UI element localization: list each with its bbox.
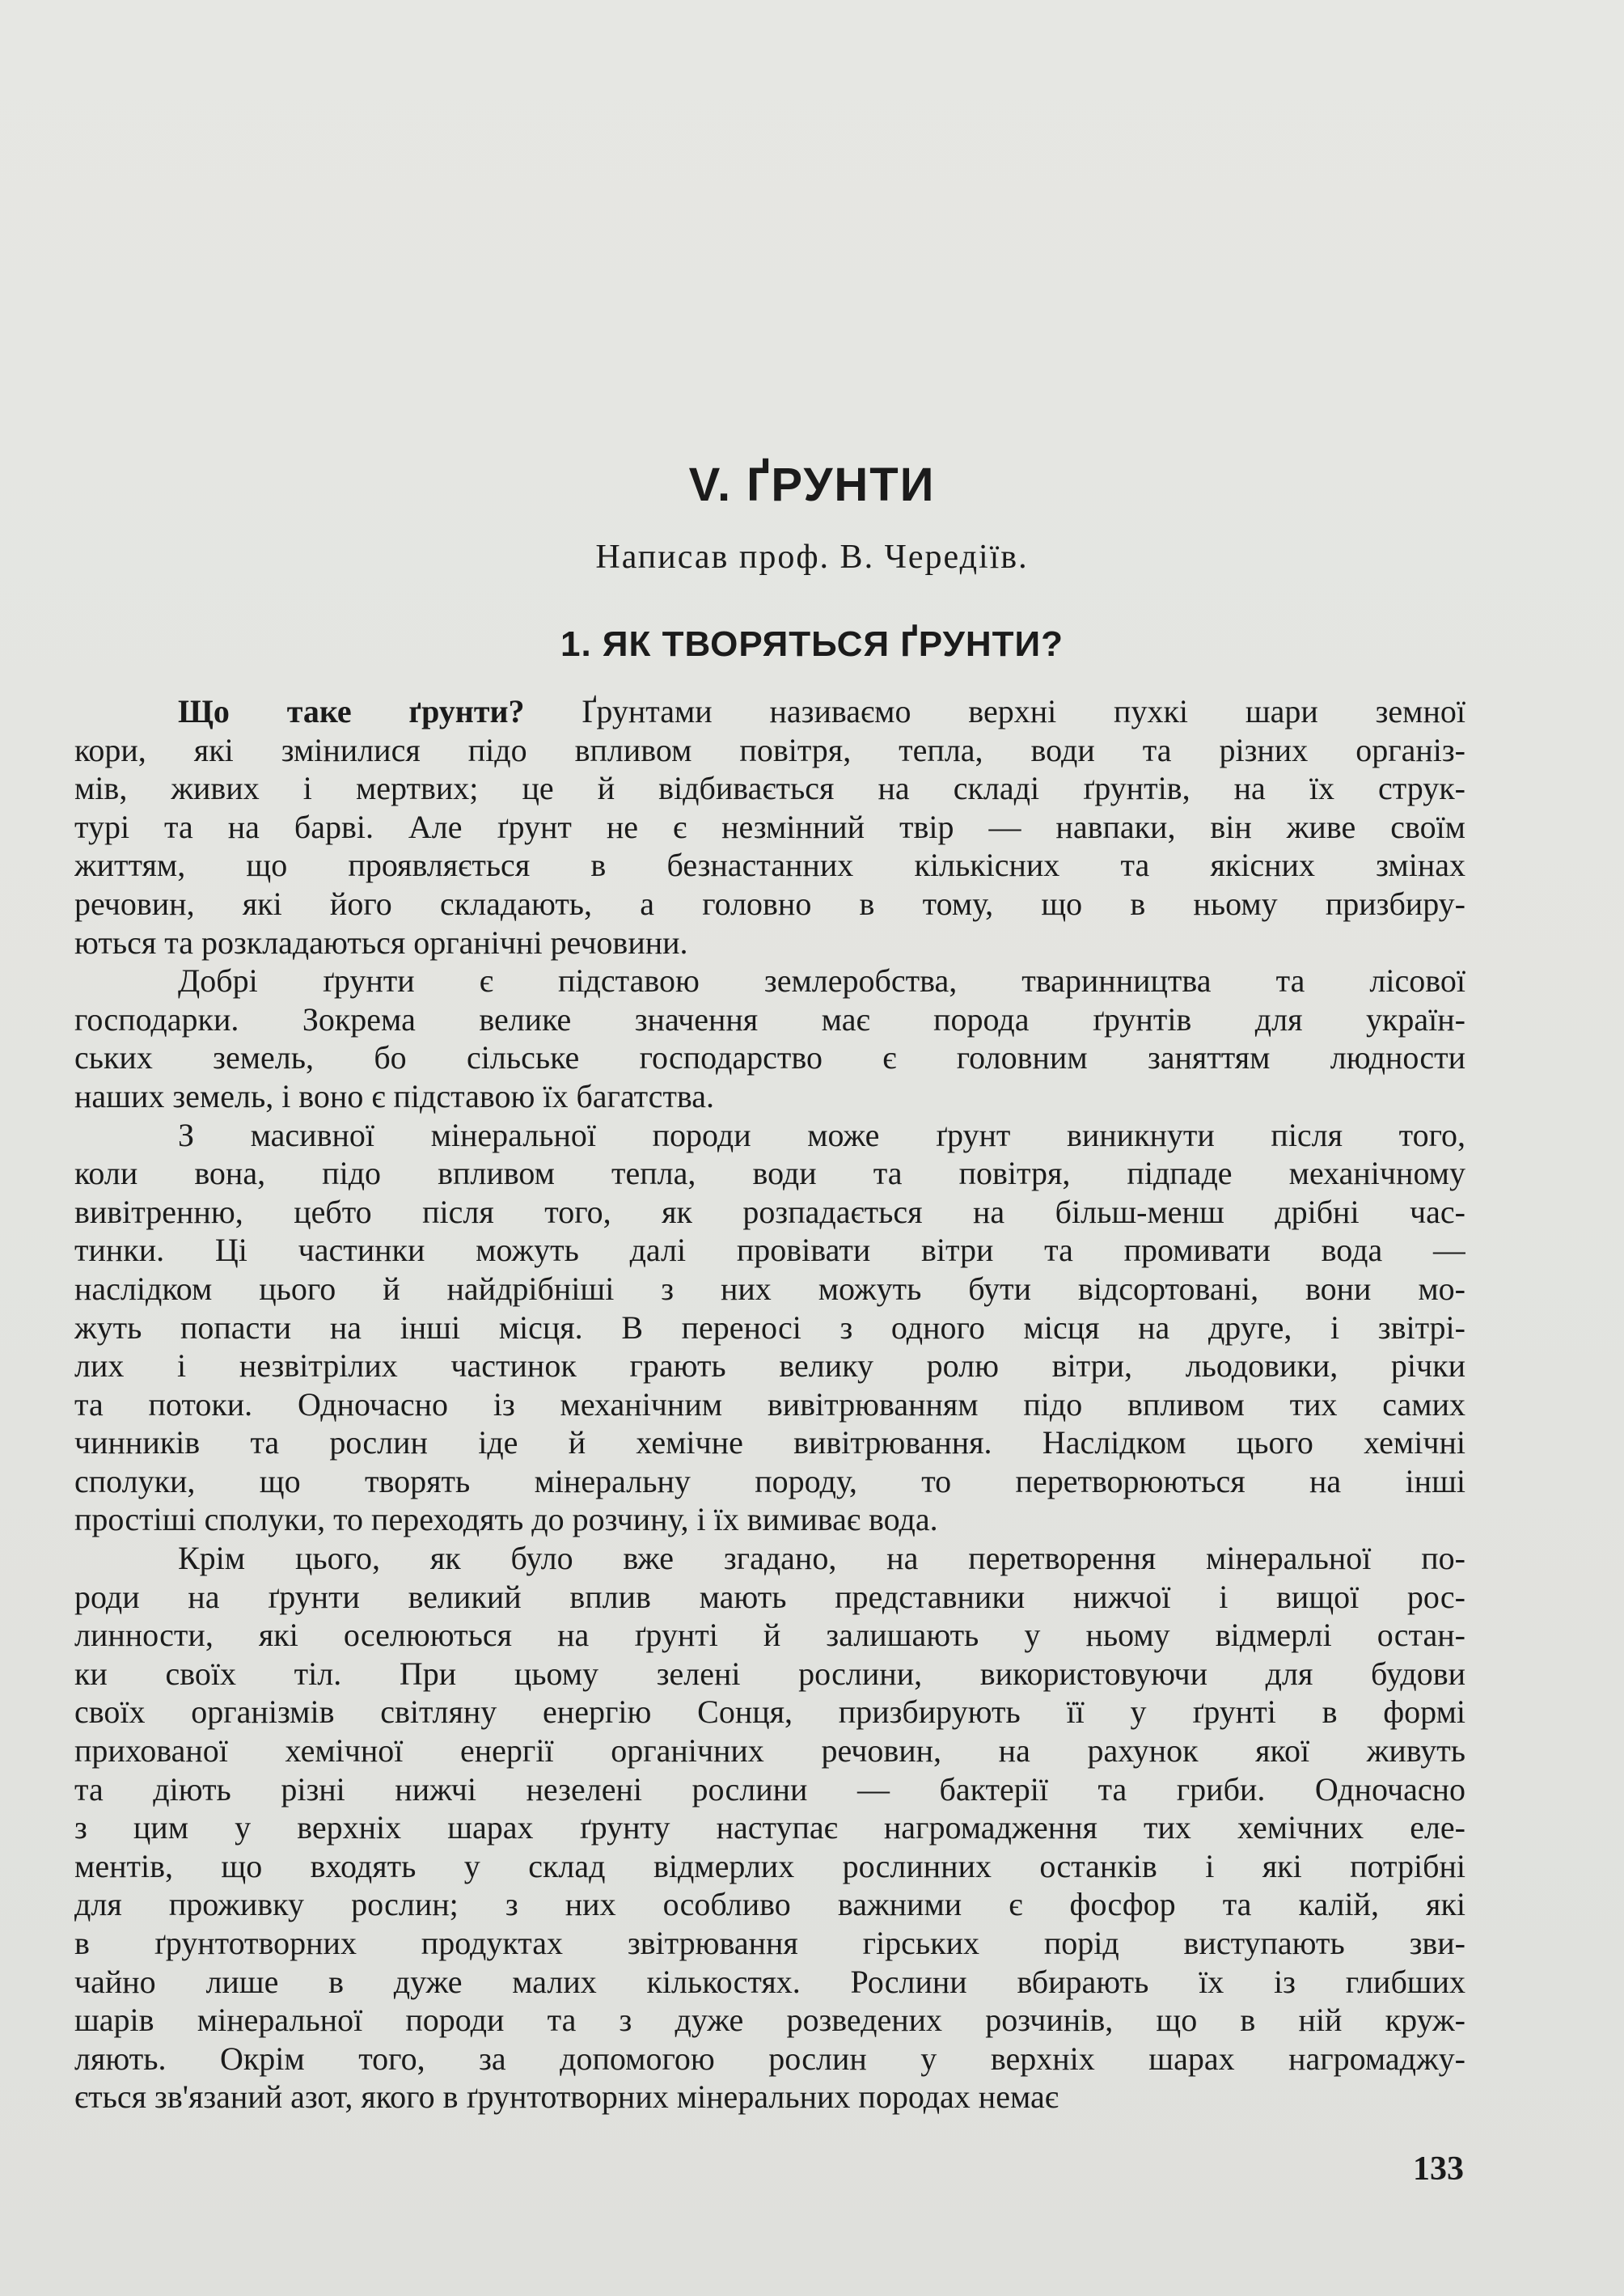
line-text: чайно лише в дуже малих кількостях. Рослини вбирають їх із глибших (74, 1963, 1465, 2000)
line-text: тинки. Ці частинки можуть далі провівати вітри та промивати вода — (74, 1232, 1465, 1269)
text-line (74, 1154, 1465, 1193)
line-text: господарки. Зокрема велике значення має порода ґрунтів для україн- (74, 1000, 1465, 1038)
text-line (74, 1655, 1465, 1693)
text-line (74, 1732, 1465, 1770)
line-text: лих і незвітрілих частинок грають велику ролю вітри, льодовики, річки (74, 1347, 1465, 1385)
author-byline: Написав проф. В. Чередіїв. (595, 539, 1029, 576)
text-line (74, 1963, 1465, 2002)
line-text: ментів, що входять у склад відмерлих рослинних останків і які потрібні (74, 1847, 1465, 1884)
line-text: роди на ґрунти великий вплив мають представники нижчої і вищої рос- (74, 1578, 1465, 1615)
paragraph-lead: Що таке ґрунти? (178, 693, 525, 729)
page-number: 133 (1413, 2150, 1464, 2188)
line-text: чинників та рослин іде й хемічне вивітрювання. Наслідком цього хемічні (74, 1424, 1465, 1461)
text-line (74, 1000, 1465, 1039)
line-text: ляють. Окрім того, за допомогою рослин у верхніх шарах нагромаджу- (74, 2040, 1465, 2077)
paragraph (74, 962, 1465, 1115)
line-text: речовин, які його складають, а головно в тому, що в ньому призбиру- (74, 885, 1465, 922)
line-text: наслідком цього й найдрібніші з них можуть бути відсортовані, вони мо- (74, 1270, 1465, 1307)
line-text: З масивної мінеральної породи може ґрунт виникнути після того, (178, 1116, 1465, 1153)
line-text: шарів мінеральної породи та з дуже розведених розчинів, що в ній круж- (74, 2002, 1465, 2039)
paragraph (74, 692, 1465, 962)
text-line (74, 692, 1465, 731)
line-text: вивітренню, цебто після того, як розпадається на більш-менш дрібні час- (74, 1193, 1465, 1230)
line-text: Крім цього, як було вже згадано, на перетворення мінеральної по- (178, 1540, 1465, 1577)
section-title: 1. ЯК ТВОРЯТЬСЯ ҐРУНТИ? (560, 624, 1064, 664)
text-line (74, 1309, 1465, 1347)
text-line (74, 1347, 1465, 1385)
text-line (74, 1077, 1465, 1116)
line-text: для проживку рослин; з них особливо важними є фосфор та калій, які (74, 1886, 1465, 1923)
text-line (74, 2078, 1465, 2116)
text-line (74, 1924, 1465, 1963)
line-text: ються та розкладаються органічні речовини. (74, 924, 688, 961)
text-line (74, 1808, 1465, 1847)
line-text: коли вона, підо впливом тепла, води та повітря, підпаде механічному (74, 1155, 1465, 1192)
line-text: Добрі ґрунти є підставою землеробства, тваринництва та лісової (178, 962, 1465, 1000)
paragraph (74, 1539, 1465, 2116)
text-line (74, 769, 1465, 808)
text-line (74, 846, 1465, 885)
line-text: наших земель, і воно є підставою їх багатства. (74, 1077, 714, 1114)
line-text: сполуки, що творять мінеральну породу, то перетворюються на інші (74, 1462, 1465, 1499)
line-text: кори, які змінилися підо впливом повітря, тепла, води та різних організ- (74, 731, 1465, 768)
text-line (74, 1231, 1465, 1270)
text-line (74, 1385, 1465, 1424)
text-line (74, 1578, 1465, 1617)
line-text: прихованої хемічної енергії органічних речовин, на рахунок якої живуть (74, 1732, 1465, 1770)
line-text: своїх організмів світляну енергію Сонця, призбирують її у ґрунті в формі (74, 1693, 1465, 1731)
line-text: линности, які оселюються на ґрунті й залишають у ньому відмерлі остан- (74, 1617, 1465, 1654)
line-text: Ґрунтами називаємо верхні пухкі шари земної (582, 693, 1465, 729)
text-line (74, 1462, 1465, 1501)
line-text: мів, живих і мертвих; це й відбивається на складі ґрунтів, на їх струк- (74, 770, 1465, 807)
paragraph (74, 1116, 1465, 1540)
text-line (74, 1423, 1465, 1462)
text-line (74, 1885, 1465, 1924)
line-text: в ґрунтотворних продуктах звітрювання гірських порід виступають зви- (74, 1925, 1465, 1961)
body-text (74, 692, 1465, 2116)
line-text: ських земель, бо сільське господарство є головним заняттям людности (74, 1039, 1465, 1076)
line-text: ки своїх тіл. При цьому зелені рослини, використовуючи для будови (74, 1655, 1465, 1692)
text-line (74, 1770, 1465, 1809)
text-line (74, 1270, 1465, 1309)
text-line (74, 808, 1465, 847)
line-text: та діють різні нижчі незелені рослини — бактерії та гриби. Одночасно (74, 1770, 1465, 1808)
text-line (74, 2040, 1465, 2078)
text-line (74, 962, 1465, 1000)
line-text: та потоки. Одночасно із механічним вивітрюванням підо впливом тих самих (74, 1385, 1465, 1423)
text-line (74, 2001, 1465, 2040)
text-line (74, 1847, 1465, 1886)
line-text: турі та на барві. Але ґрунт не є незмінний твір — навпаки, він живе своїм (74, 808, 1465, 845)
text-line (74, 885, 1465, 924)
text-line (74, 1616, 1465, 1655)
line-text: жуть попасти на інші місця. В переносі з одного місця на друге, і звітрі- (74, 1309, 1465, 1346)
text-line (74, 924, 1465, 962)
chapter-title: V. ҐРУНТИ (688, 459, 936, 511)
line-text: з цим у верхніх шарах ґрунту наступає нагромадження тих хемічних еле- (74, 1809, 1465, 1846)
text-line (74, 1500, 1465, 1539)
text-line (74, 731, 1465, 770)
text-line (74, 1116, 1465, 1155)
text-line (74, 1038, 1465, 1077)
line-text: простіші сполуки, то переходять до розчину, і їх вимиває вода. (74, 1501, 938, 1538)
text-line (74, 1693, 1465, 1732)
line-text: ється зв'язаний азот, якого в ґрунтотворних мінеральних породах немає (74, 2078, 1059, 2116)
text-line (74, 1193, 1465, 1232)
line-text: життям, що проявляється в безнастанних кількісних та якісних змінах (74, 847, 1465, 884)
text-line (74, 1539, 1465, 1578)
